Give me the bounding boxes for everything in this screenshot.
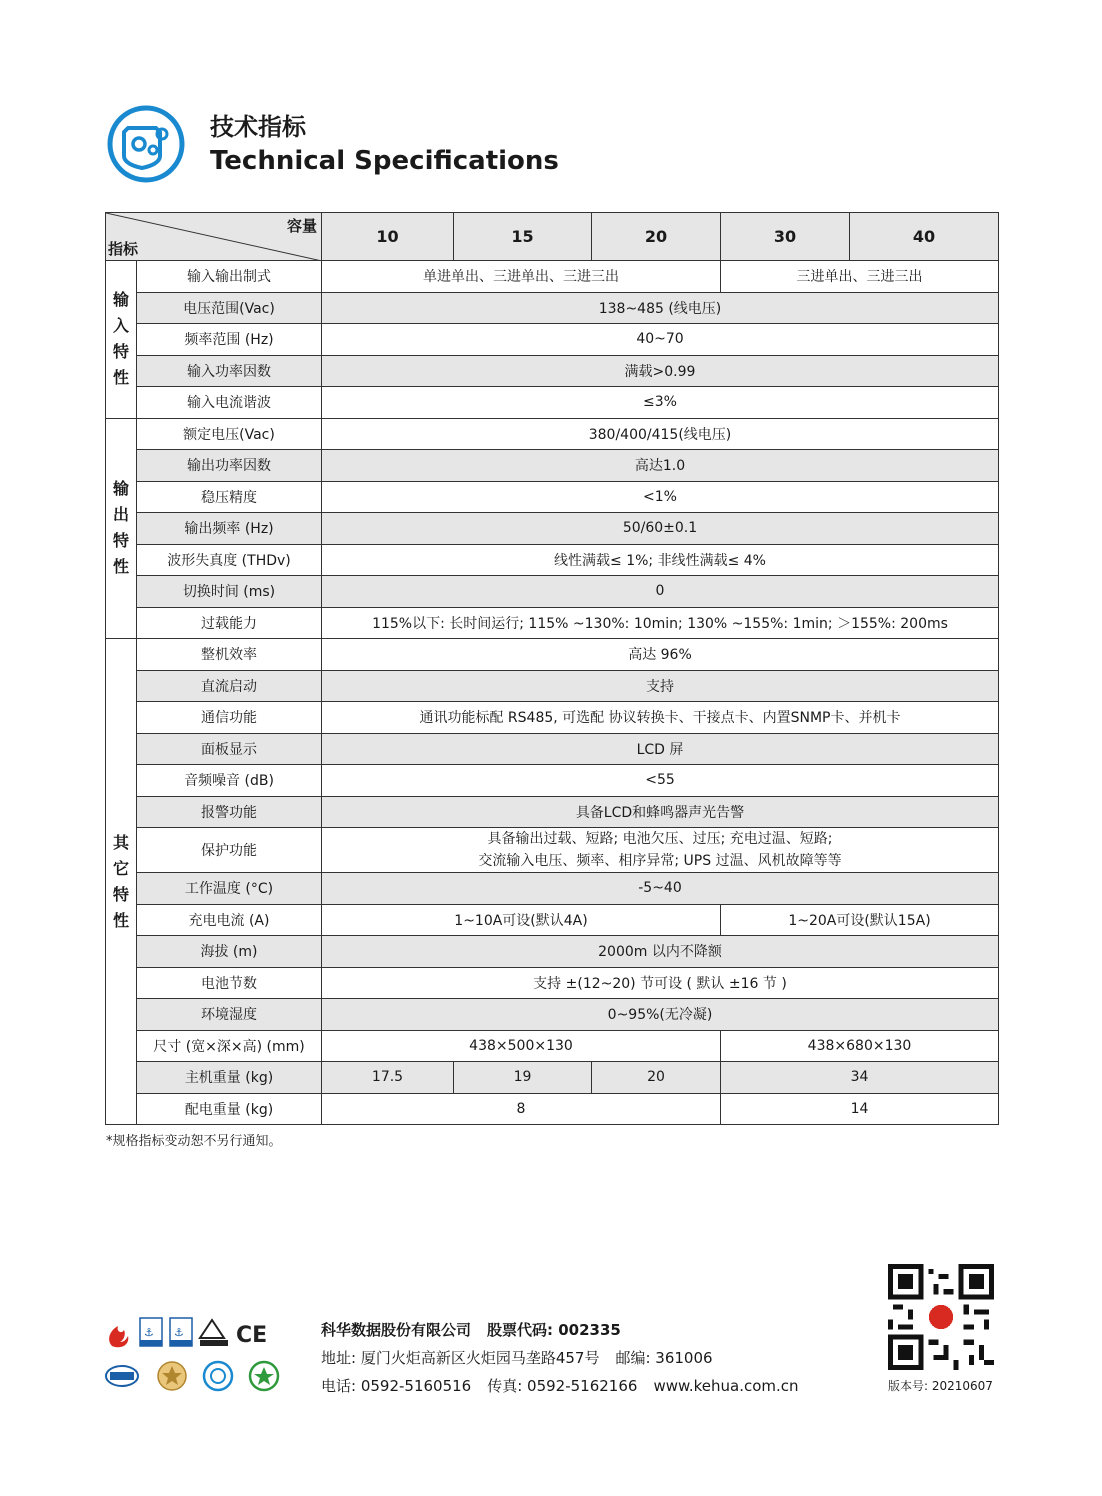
param-cell: 音频噪音 (dB) (137, 765, 322, 797)
table-row (106, 1093, 999, 1125)
param-cell: 输出功率因数 (137, 450, 322, 482)
param-cell: 额定电压(Vac) (137, 418, 322, 450)
company-name: 科华数据股份有限公司 (321, 1321, 472, 1339)
param-cell: 电压范围(Vac) (137, 292, 322, 324)
param-cell: 电池节数 (137, 967, 322, 999)
tlc-logo-icon (106, 1366, 138, 1386)
table-row (106, 765, 999, 797)
table-row (106, 1030, 999, 1062)
value-cell: 高达 96% (322, 639, 999, 671)
table-row (106, 481, 999, 513)
table-row (106, 576, 999, 608)
value-cell: 具备LCD和蜂鸣器声光告警 (322, 796, 999, 828)
protect-line-2: 交流输入电压、频率、相序异常; UPS 过温、风机故障等等 (478, 853, 842, 869)
param-cell: 海拔 (m) (137, 936, 322, 968)
ce-logo-icon (236, 1323, 267, 1348)
certification-logos (104, 1316, 284, 1392)
value-cell: 1~20A可设(默认15A) (721, 904, 999, 936)
table-row (106, 999, 999, 1031)
param-cell: 工作温度 (°C) (137, 873, 322, 905)
table-row (106, 261, 999, 293)
capacity-header: 20 (592, 213, 721, 261)
param-cell: 输入输出制式 (137, 261, 322, 293)
value-cell: 34 (721, 1062, 999, 1094)
page-header (106, 104, 559, 184)
table-row (106, 796, 999, 828)
qr-code-icon (888, 1264, 994, 1370)
param-cell: 环境湿度 (137, 999, 322, 1031)
postcode: 邮编: 361006 (615, 1349, 713, 1367)
capacity-header: 15 (454, 213, 592, 261)
table-row (106, 828, 999, 873)
table-row (106, 513, 999, 545)
table-row (106, 387, 999, 419)
param-cell: 面板显示 (137, 733, 322, 765)
param-cell: 主机重量 (kg) (137, 1062, 322, 1094)
value-cell: 19 (454, 1062, 592, 1094)
flame-logo-icon (109, 1326, 128, 1347)
value-cell: <1% (322, 481, 999, 513)
table-row (106, 733, 999, 765)
param-cell: 切换时间 (ms) (137, 576, 322, 608)
group-output-label: 输 出 特 性 (106, 418, 137, 639)
table-row (106, 702, 999, 734)
value-cell: 17.5 (322, 1062, 454, 1094)
table-row (106, 873, 999, 905)
value-cell: 14 (721, 1093, 999, 1125)
table-row (106, 607, 999, 639)
table-row (106, 355, 999, 387)
param-cell: 保护功能 (137, 828, 322, 873)
param-cell: 整机效率 (137, 639, 322, 671)
value-cell: 115%以下: 长时间运行; 115% ~130%: 10min; 130% ~155%: 1min; ＞155%: 200ms (322, 607, 999, 639)
table-row (106, 450, 999, 482)
param-cell: 报警功能 (137, 796, 322, 828)
value-cell: 0 (322, 576, 999, 608)
value-cell: LCD 屏 (322, 733, 999, 765)
quality-award-icon (158, 1362, 186, 1390)
param-cell: 稳压精度 (137, 481, 322, 513)
capacity-header: 40 (850, 213, 999, 261)
page-title-en: Technical Specifications (210, 146, 559, 176)
dnv-logo-icon (140, 1318, 192, 1346)
param-cell: 波形失真度 (THDv) (137, 544, 322, 576)
param-cell: 频率范围 (Hz) (137, 324, 322, 356)
value-cell: 40~70 (322, 324, 999, 356)
value-cell: 2000m 以内不降额 (322, 936, 999, 968)
website: www.kehua.com.cn (653, 1377, 799, 1395)
value-cell (322, 828, 999, 873)
address-line (321, 1344, 815, 1372)
company-name-line (321, 1316, 815, 1344)
corner-cell (106, 213, 322, 261)
value-cell: 满载>0.99 (322, 355, 999, 387)
param-cell: 输入功率因数 (137, 355, 322, 387)
table-header-row (106, 213, 999, 261)
value-cell: 1~10A可设(默认4A) (322, 904, 721, 936)
value-cell: 单进单出、三进单出、三进三出 (322, 261, 721, 293)
value-cell: 线性满载≤ 1%; 非线性满载≤ 4% (322, 544, 999, 576)
green-cert-icon (250, 1362, 278, 1390)
param-cell: 直流启动 (137, 670, 322, 702)
capacity-header: 30 (721, 213, 850, 261)
group-input-label: 输 入 特 性 (106, 261, 137, 419)
group-other-label: 其 它 特 性 (106, 639, 137, 1125)
svg-text:⚓: ⚓ (174, 1326, 184, 1339)
param-cell: 输入电流谐波 (137, 387, 322, 419)
version-number: 版本号: 20210607 (888, 1379, 993, 1393)
value-cell: -5~40 (322, 873, 999, 905)
table-row (106, 418, 999, 450)
table-row (106, 324, 999, 356)
capacity-header: 10 (322, 213, 454, 261)
footnote: *规格指标变动恕不另行通知。 (106, 1134, 282, 1149)
value-cell: 138~485 (线电压) (322, 292, 999, 324)
table-row (106, 670, 999, 702)
value-cell: 支持 ±(12~20) 节可设 ( 默认 ±16 节 ) (322, 967, 999, 999)
value-cell: 8 (322, 1093, 721, 1125)
value-cell: 通讯功能标配 RS485, 可选配 协议转换卡、干接点卡、内置SNMP卡、并机卡 (322, 702, 999, 734)
value-cell: ≤3% (322, 387, 999, 419)
gear-shield-icon (106, 104, 186, 184)
cqc-logo-icon (204, 1362, 232, 1390)
value-cell: 438×500×130 (322, 1030, 721, 1062)
tuv-logo-icon (200, 1320, 228, 1346)
svg-text:⚓: ⚓ (144, 1326, 154, 1339)
value-cell: 0~95%(无冷凝) (322, 999, 999, 1031)
value-cell: 支持 (322, 670, 999, 702)
stock-code: 股票代码: 002335 (487, 1321, 621, 1339)
param-cell: 尺寸 (宽×深×高) (mm) (137, 1030, 322, 1062)
corner-spec-label: 指标 (108, 240, 139, 258)
param-cell: 充电电流 (A) (137, 904, 322, 936)
table-row (106, 967, 999, 999)
contact-line (321, 1372, 815, 1400)
page-title-cn: 技术指标 (210, 113, 306, 141)
spec-table (105, 212, 999, 1125)
table-row (106, 936, 999, 968)
table-row (106, 292, 999, 324)
company-info (321, 1316, 815, 1400)
param-cell: 输出频率 (Hz) (137, 513, 322, 545)
corner-capacity-label: 容量 (286, 217, 317, 235)
param-cell: 过载能力 (137, 607, 322, 639)
phone: 电话: 0592-5160516 (321, 1377, 472, 1395)
svg-text:CE: CE (236, 1323, 268, 1348)
value-cell: 50/60±0.1 (322, 513, 999, 545)
table-row (106, 904, 999, 936)
value-cell: 438×680×130 (721, 1030, 999, 1062)
table-row (106, 1062, 999, 1094)
param-cell: 配电重量 (kg) (137, 1093, 322, 1125)
param-cell: 通信功能 (137, 702, 322, 734)
address: 地址: 厦门火炬高新区火炬园马垄路457号 (321, 1349, 600, 1367)
value-cell: 高达1.0 (322, 450, 999, 482)
value-cell: 三进单出、三进三出 (721, 261, 999, 293)
table-row (106, 639, 999, 671)
protect-line-1: 具备输出过载、短路; 电池欠压、过压; 充电过温、短路; (487, 831, 833, 847)
value-cell: 380/400/415(线电压) (322, 418, 999, 450)
table-row (106, 544, 999, 576)
value-cell: 20 (592, 1062, 721, 1094)
fax: 传真: 0592-5162166 (487, 1377, 638, 1395)
value-cell: <55 (322, 765, 999, 797)
